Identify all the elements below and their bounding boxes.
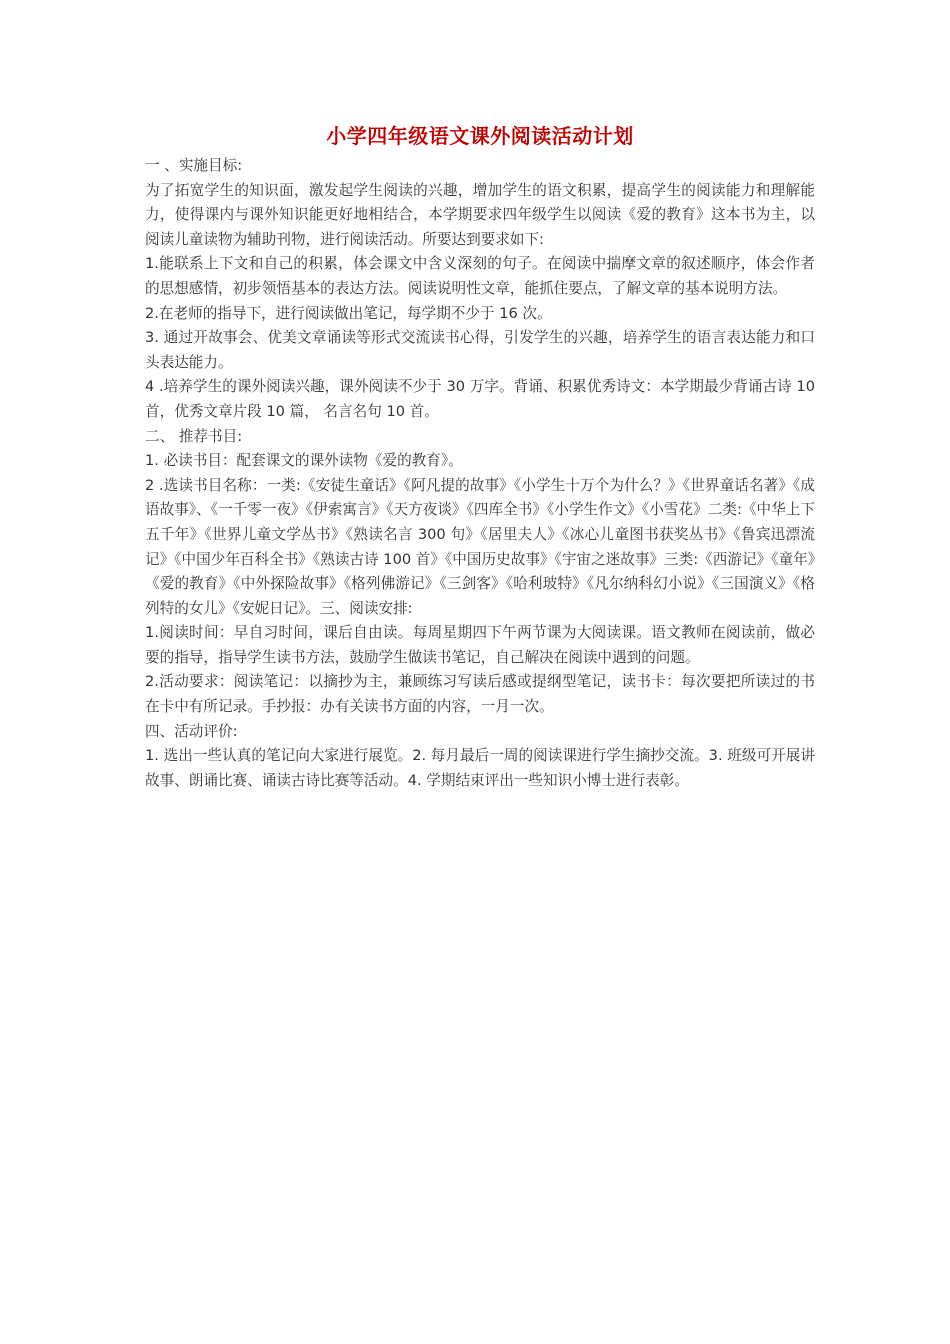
- goal-item-2: 2.在老师的指导下，进行阅读做出笔记，每学期不少于 16 次。: [145, 304, 552, 322]
- section-heading-books: 二、 推荐书目:: [145, 427, 243, 445]
- books-item-1: 1. 必读书目：配套课文的课外读物《爱的教育》。: [145, 452, 463, 470]
- evaluation-paragraph: 1. 选出一些认真的笔记向大家进行展览。2. 每月最后一周的阅读课进行学生摘抄交流。3. 班级可开展讲故事、朗诵比赛、诵读古诗比赛等活动。4. 学期结束评出一些知识小博士进行表彰。: [145, 747, 815, 789]
- section-heading-evaluation: 四、活动评价:: [145, 722, 238, 740]
- schedule-item-1: 1.阅读时间：早自习时间，课后自由读。每周星期四下午两节课为大阅读课。语文教师在阅读前，做必要的指导，指导学生读书方法，鼓励学生做读书笔记，自己解决在阅读中遇到的问题。: [145, 624, 815, 666]
- goal-item-4: 4 .培养学生的课外阅读兴趣，课外阅读不少于 30 万字。背诵、积累优秀诗文：本学期最少背诵古诗 10 首，优秀文章片段 10 篇， 名言名句 10 首。: [145, 378, 815, 420]
- document-page: [145, 122, 815, 793]
- section-heading-goals: 一 、实施目标:: [145, 157, 243, 174]
- goal-item-1: 1.能联系上下文和自己的积累，体会课文中含义深刻的句子。在阅读中揣摩文章的叙述顺序，体会作者的思想感情，初步领悟基本的表达方法。阅读说明性文章，能抓住要点，了解文章的基本说明方法。: [145, 255, 815, 297]
- goal-item-3: 3. 通过开故事会、优美文章诵读等形式交流读书心得，引发学生的兴趣，培养学生的语言表达能力和口头表达能力。: [145, 329, 815, 371]
- goals-intro-paragraph: 为了拓宽学生的知识面，激发起学生阅读的兴趣，增加学生的语文积累，提高学生的阅读能力和理解能力，使得课内与课外知识能更好地相结合，本学期要求四年级学生以阅读《爱的教育》这本书为主，以阅读儿童读物为辅助刊物，进行阅读活动。所要达到要求如下:: [145, 181, 815, 248]
- books-item-2: 2 .选读书目名称：一类:《安徒生童话》《阿凡提的故事》《小学生十万个为什么？》《世界童话名著》《成语故事》、《一千零一夜》《伊索寓言》《天方夜谈》《四库全书》《小学生作文》《小雪花》二类:《中华上下五千年》《世界儿童文学丛书》《熟读名言 300 句》《居里夫人》《冰心儿童图书获奖丛书》《鲁宾迅漂流记》《中国少年百科全书》《熟读古诗 100 首》《中国历史故事》《宇宙之迷故事》三类:《西游记》《童年》《爱的教育》《中外探险故事》《格列佛游记》《三剑客》《哈利玻特》《凡尔纳科幻小说》《三国演义》《格列特的女儿》《安妮日记》。三、阅读安排:: [145, 476, 815, 617]
- document-title: 小学四年级语文课外阅读活动计划: [326, 124, 634, 148]
- schedule-item-2: 2.活动要求：阅读笔记：以摘抄为主，兼顾练习写读后感或提纲型笔记，读书卡：每次要把所读过的书在卡中有所记录。手抄报：办有关读书方面的内容，一月一次。: [145, 673, 815, 716]
